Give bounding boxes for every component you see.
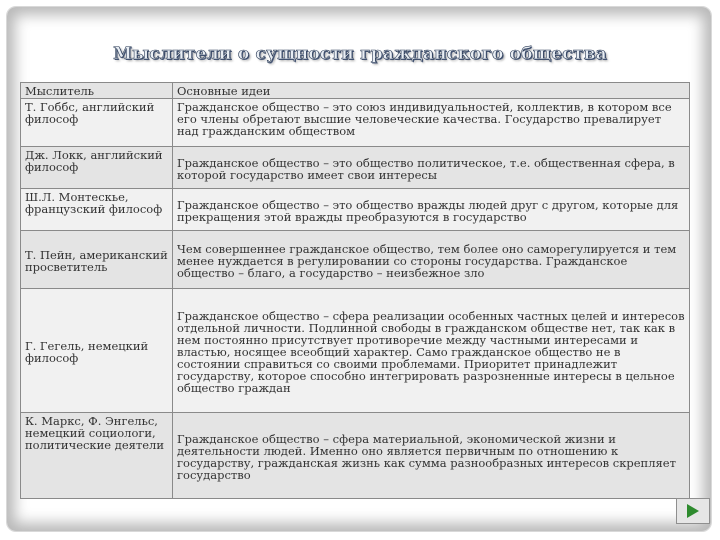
idea-cell: Гражданское общество – это общество вражды людей друг с другом, которые для прекращения этой вражды преобразуются в государство [173, 189, 690, 231]
thinkers-table [20, 82, 690, 499]
table-header-row [21, 83, 690, 99]
header-ideas: Основные идеи [173, 83, 690, 99]
play-triangle-icon [687, 504, 699, 518]
table-row [21, 189, 690, 231]
thinker-cell: Т. Гоббс, английский философ [21, 99, 173, 147]
header-thinker: Мыслитель [21, 83, 173, 99]
table-row [21, 147, 690, 189]
table-row [21, 99, 690, 147]
idea-cell: Гражданское общество – сфера материальной, экономической жизни и деятельности людей. Именно оно является первичным по отношению к государству, гражданская жизнь как сумма разнообразных интересов скрепляет государство [173, 413, 690, 499]
table-row [21, 289, 690, 413]
thinker-cell: Ш.Л. Монтескье, французский философ [21, 189, 173, 231]
slide-title: Мыслители о сущности гражданского общества [113, 44, 607, 64]
thinker-cell: Дж. Локк, английский философ [21, 147, 173, 189]
thinker-cell: Г. Гегель, немецкий философ [21, 289, 173, 413]
idea-cell: Гражданское общество – сфера реализации особенных частных целей и интересов отдельной личности. Подлинной свободы в гражданском обществе нет, так как в нем постоянно присутствует противоречие между частными интересами и властью, носящее всеобщий характер. Само гражданское общество не в состоянии справиться со своими проблемами. Приоритет принадлежит государству, которое способно интегрировать разрозненные интересы в цельное общество граждан [173, 289, 690, 413]
idea-cell: Гражданское общество – это союз индивидуальностей, коллектив, в котором все его члены обретают высшие человеческие качества. Государство превалирует над гражданским обществом [173, 99, 690, 147]
idea-cell: Чем совершеннее гражданское общество, тем более оно саморегулируется и тем менее нуждается в регулировании со стороны государства. Гражданское общество – благо, а государство – неизбежное зло [173, 231, 690, 289]
thinker-cell: К. Маркс, Ф. Энгельс, немецкий социологи, политические деятели [21, 413, 173, 499]
idea-cell: Гражданское общество – это общество политическое, т.е. общественная сфера, в которой государство имеет свои интересы [173, 147, 690, 189]
next-slide-button[interactable] [676, 498, 710, 524]
table-row [21, 413, 690, 499]
table-row [21, 231, 690, 289]
thinker-cell: Т. Пейн, американский просветитель [21, 231, 173, 289]
